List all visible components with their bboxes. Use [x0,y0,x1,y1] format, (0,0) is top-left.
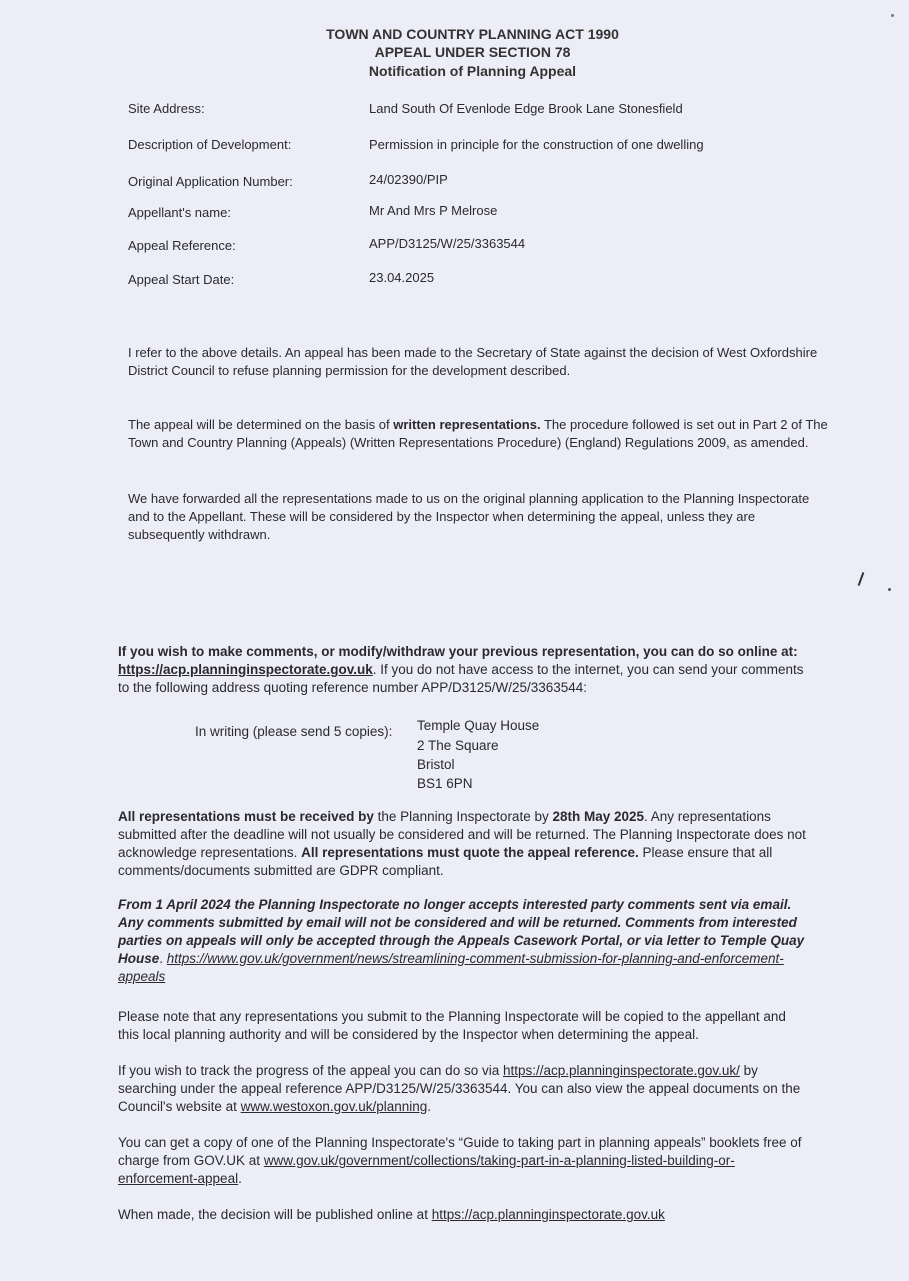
application-number-value: 24/02390/PIP [369,172,448,187]
comments-paragraph: If you wish to make comments, or modify/withdraw your previous representation, you can do so online at: https://acp.planninginspectorate.gov.uk. If you do not have access to the internet, you can send your comments to the following address quoting reference number APP/D3125/W/25/3363544: [118,644,804,695]
appellant-name-value: Mr And Mrs P Melrose [369,203,498,218]
appeal-start-date-value: 23.04.2025 [369,270,435,285]
header-act-title: TOWN AND COUNTRY PLANNING ACT 1990 [326,26,619,42]
scan-mark-dot [891,14,894,17]
address-line-4: BS1 6PN [417,776,473,791]
address-label: In writing (please send 5 copies): [195,724,393,739]
description-label: Description of Development: [128,137,292,152]
address-line-1: Temple Quay House [417,718,540,733]
header-section-title: APPEAL UNDER SECTION 78 [374,44,571,60]
header-notification-title: Notification of Planning Appeal [368,63,577,79]
deadline-paragraph: All representations must be received by the Planning Inspectorate by 28th May 2025. Any representations submitted after the deadline will not usually be considered and will be returned. The Planning Inspectorate does not acknowledge representations. All representations must quote the appeal reference. Please ensure that all comments/documents submitted are GDPR compliant. [118,809,806,878]
appeal-reference-label: Appeal Reference: [128,238,236,253]
scan-mark [858,572,865,586]
guide-paragraph: You can get a copy of one of the Planning Inspectorate's “Guide to taking part in planning appeals” booklets free of charge from GOV.UK at www.gov.uk/government/collections/taking-part-in-a-planning-listed-building-or-enforcement-appeal. [118,1135,802,1186]
appeal-start-date-label: Appeal Start Date: [128,272,235,287]
application-number-label: Original Application Number: [128,174,293,189]
acp-decision-link[interactable]: https://acp.planninginspectorate.gov.uk [431,1207,665,1222]
procedure-paragraph: The appeal will be determined on the basis of written representations. The procedure followed is set out in Part 2 of The Town and Country Planning (Appeals) (Written Representations Procedure) (England) Regulations 2009, as amended. [128,417,828,450]
forwarded-paragraph: We have forwarded all the representations made to us on the original planning application to the Planning Inspectorate and to the Appellant. These will be considered by the Inspector when determining the appeal, unless they are subsequently withdrawn. [128,491,810,542]
appeal-reference-value: APP/D3125/W/25/3363544 [369,236,526,251]
track-progress-paragraph: If you wish to track the progress of the appeal you can do so via https://acp.planninginspectorate.gov.uk/ by searching under the appeal reference APP/D3125/W/25/3363544. You can also view the appeal documents on the Council's website at www.westoxon.gov.uk/planning. [118,1063,801,1114]
acp-portal-link[interactable]: https://acp.planninginspectorate.gov.uk [118,662,373,677]
site-address-value: Land South Of Evenlode Edge Brook Lane Stonesfield [369,101,683,116]
scan-mark-dot [888,588,891,591]
appellant-name-label: Appellant's name: [128,205,231,220]
decision-paragraph: When made, the decision will be published online at https://acp.planninginspectorate.gov.uk [118,1207,665,1222]
acp-track-link[interactable]: https://acp.planninginspectorate.gov.uk/ [502,1063,740,1078]
email-notice-paragraph: From 1 April 2024 the Planning Inspectorate no longer accepts interested party comments sent via email. Any comments submitted by email will not be considered and will be returned. Comments from interested parties on appeals will only be accepted through the Appeals Casework Portal, or via letter to Temple Quay House. https://www.gov.uk/government/news/streamlining-comment-submission-for-planning-and-enforcement-appeals [118,897,805,984]
streamlining-news-link[interactable]: https://www.gov.uk/government/news/streamlining-comment-submission-for-planning-and-enforcement-appeals [118,951,784,984]
description-value: Permission in principle for the construction of one dwelling [369,137,704,152]
guide-booklet-link[interactable]: www.gov.uk/government/collections/taking-part-in-a-planning-listed-building-or-enforcement-appeal [118,1153,735,1186]
westoxon-planning-link[interactable]: www.westoxon.gov.uk/planning [240,1099,428,1114]
site-address-label: Site Address: [128,101,205,116]
address-line-3: Bristol [417,757,455,772]
copy-notice-paragraph: Please note that any representations you submit to the Planning Inspectorate will be copied to the appellant and this local planning authority and will be considered by the Inspector when determining the appeal. [118,1009,786,1042]
intro-paragraph: I refer to the above details. An appeal has been made to the Secretary of State against the decision of West Oxfordshire District Council to refuse planning permission for the development described. [128,345,818,378]
address-line-2: 2 The Square [417,738,499,753]
